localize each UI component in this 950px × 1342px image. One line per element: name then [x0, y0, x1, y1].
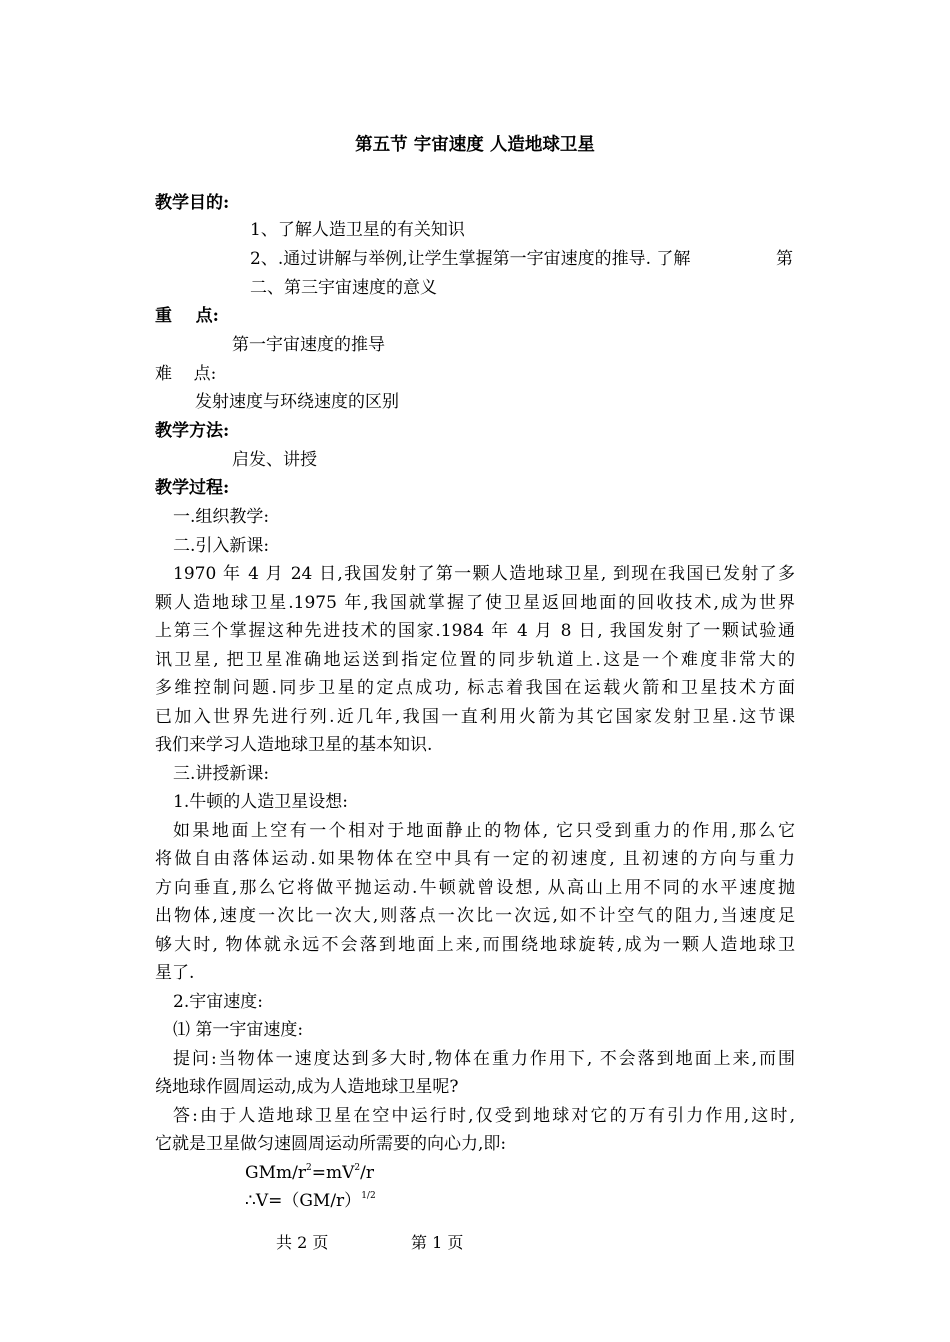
answer-line: 它就是卫星做匀速圆周运动所需要的向心力,即:	[155, 1134, 507, 1154]
exponent: 2	[354, 1163, 361, 1174]
formula-first-cosmic-velocity	[245, 1190, 376, 1212]
section-2-heading: 2.宇宙速度:	[173, 992, 263, 1012]
process-heading: 教学过程:	[155, 478, 230, 498]
formula-part: =mV	[311, 1163, 355, 1183]
newton-line: 将做自由落体运动.如果物体在空中具有一定的初速度, 且初速的方向与重力	[155, 849, 795, 869]
difficulty-heading: 难 点:	[155, 364, 217, 384]
footer-total-pages: 共 2 页	[276, 1233, 329, 1252]
formula-part: GMm/r	[245, 1163, 306, 1183]
method-content: 启发、讲授	[232, 450, 317, 470]
formula-part: /r	[360, 1163, 374, 1183]
newton-line: 够大时, 物体就永远不会落到地面上来,而围绕地球旋转,成为一颗人造地球卫	[155, 935, 795, 955]
intro-line: 我们来学习人造地球卫星的基本知识.	[155, 735, 433, 755]
objective-item-2-continued: 二、第三宇宙速度的意义	[250, 278, 437, 298]
exponent: 1/2	[361, 1191, 376, 1202]
page-title: 第五节 宇宙速度 人造地球卫星	[355, 135, 595, 155]
objective-item-2-tail: 第	[776, 249, 793, 269]
intro-line: 已加入世界先进行列.近几年,我国一直利用火箭为其它国家发射卫星.这节课	[155, 707, 795, 727]
process-step-3: 三.讲授新课:	[173, 764, 270, 784]
exponent: 2	[305, 1163, 312, 1174]
objective-item-1: 1、了解人造卫星的有关知识	[250, 220, 465, 240]
section-1-heading: 1.牛顿的人造卫星设想:	[173, 792, 348, 812]
newton-line: 如果地面上空有一个相对于地面静止的物体, 它只受到重力的作用,那么它	[173, 821, 795, 841]
section-2a-heading: ⑴ 第一宇宙速度:	[173, 1020, 304, 1040]
question-line: 绕地球作圆周运动,成为人造地球卫星呢?	[155, 1077, 459, 1097]
key-point-content: 第一宇宙速度的推导	[232, 335, 385, 355]
question-line: 提问:当物体一速度达到多大时,物体在重力作用下, 不会落到地面上来,而围	[173, 1049, 795, 1069]
formula-part: ∴V=（GM/r）	[245, 1191, 362, 1211]
newton-line: 出物体,速度一次比一次大,则落点一次比一次远,如不计空气的阻力,当速度足	[155, 906, 795, 926]
answer-line: 答:由于人造地球卫星在空中运行时,仅受到地球对它的万有引力作用,这时,	[173, 1106, 795, 1126]
newton-line: 方向垂直,那么它将做平抛运动.牛顿就曾设想, 从高山上用不同的水平速度抛	[155, 878, 795, 898]
process-step-1: 一.组织教学:	[173, 507, 270, 527]
objective-item-2: 2、.通过讲解与举例,让学生掌握第一宇宙速度的推导. 了解	[250, 249, 691, 269]
objectives-heading: 教学目的:	[155, 193, 230, 213]
process-step-2: 二.引入新课:	[173, 536, 270, 556]
difficulty-content: 发射速度与环绕速度的区别	[195, 392, 399, 412]
formula-gravity-equals-centripetal	[245, 1162, 374, 1184]
intro-line: 讯卫星, 把卫星准确地运送到指定位置的同步轨道上.这是一个难度非常大的	[155, 650, 795, 670]
intro-line: 上第三个掌握这种先进技术的国家.1984 年 4 月 8 日, 我国发射了一颗试验通	[155, 621, 795, 641]
key-point-heading: 重 点:	[155, 306, 219, 326]
newton-line: 星了.	[155, 963, 195, 983]
intro-line: 1970 年 4 月 24 日,我国发射了第一颗人造地球卫星, 到现在我国已发射了多	[173, 564, 795, 584]
footer-current-page: 第 1 页	[411, 1233, 464, 1252]
intro-line: 颗人造地球卫星.1975 年,我国就掌握了使卫星返回地面的回收技术,成为世界	[155, 593, 795, 613]
method-heading: 教学方法:	[155, 421, 230, 441]
intro-line: 多维控制问题.同步卫星的定点成功, 标志着我国在运载火箭和卫星技术方面	[155, 678, 795, 698]
